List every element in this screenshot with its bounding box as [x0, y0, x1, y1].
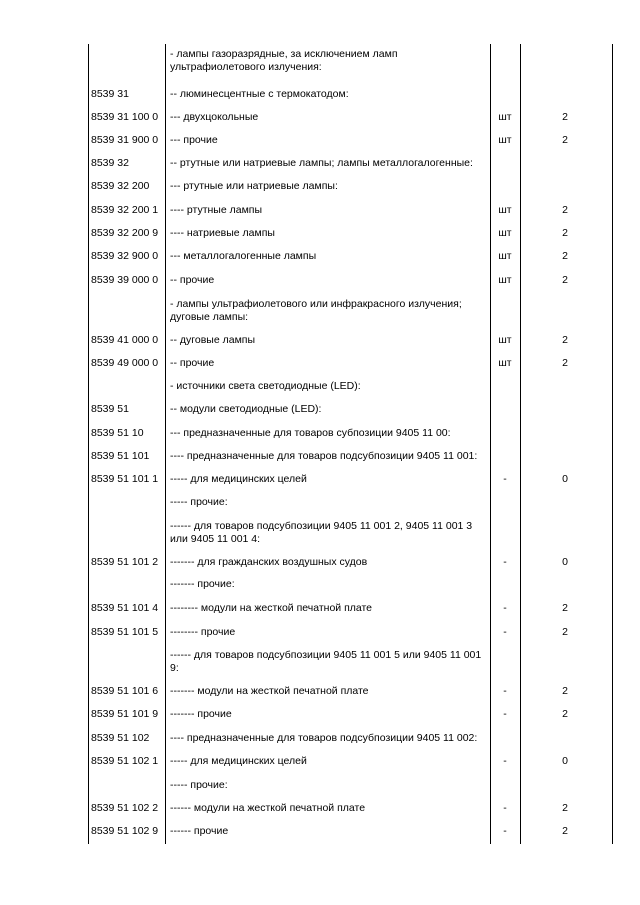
row-description: ----- прочие: [170, 496, 228, 508]
row-description: ---- предназначенные для товаров подсубпозиции 9405 11 001: [170, 450, 478, 462]
table-row [88, 274, 610, 287]
table-row [88, 685, 610, 698]
table-row [88, 602, 610, 615]
row-code: 8539 51 101 1 [91, 473, 159, 485]
row-description: ----- прочие: [170, 779, 228, 791]
row-unit: шт [498, 274, 512, 286]
row-description: -------- модули на жесткой печатной плате [170, 602, 373, 614]
row-description: ---- натриевые лампы [170, 227, 275, 239]
row-description: - лампы газоразрядные, за исключением ламп ультрафиолетового излучения: [170, 48, 398, 73]
row-quantity: 2 [562, 357, 568, 369]
row-unit: - [503, 755, 507, 767]
row-quantity: 2 [562, 111, 568, 123]
row-quantity: 0 [562, 556, 568, 568]
row-description: - источники света светодиодные (LED): [170, 380, 361, 392]
row-unit: - [503, 708, 507, 720]
table-row [88, 134, 610, 147]
table-row [88, 556, 610, 569]
row-code: 8539 31 [91, 88, 129, 100]
table-row [88, 88, 610, 101]
row-description: --- ртутные или натриевые лампы: [170, 180, 338, 192]
row-unit: шт [498, 334, 512, 346]
table-row [88, 496, 610, 509]
row-description: ------ для товаров подсубпозиции 9405 11 001 5 или 9405 11 001 9: [170, 649, 482, 674]
table-row [88, 157, 610, 170]
row-unit: шт [498, 204, 512, 216]
table-row [88, 250, 610, 263]
table-row [88, 825, 610, 838]
table-row [88, 111, 610, 124]
table-row [88, 204, 610, 217]
row-description: - лампы ультрафиолетового или инфракрасного излучения; дуговые лампы: [170, 298, 462, 323]
table-row [88, 298, 610, 324]
row-quantity: 2 [562, 825, 568, 837]
table-row [88, 779, 610, 792]
row-description: --- предназначенные для товаров субпозиции 9405 11 00: [170, 427, 451, 439]
row-code: 8539 32 200 1 [91, 204, 159, 216]
row-code: 8539 51 102 [91, 732, 150, 744]
row-code: 8539 32 900 0 [91, 250, 159, 262]
table-row [88, 578, 610, 591]
row-quantity: 0 [562, 755, 568, 767]
row-code: 8539 39 000 0 [91, 274, 159, 286]
table-row [88, 802, 610, 815]
table-row [88, 227, 610, 240]
table-row [88, 473, 610, 486]
row-description: --- двухцокольные [170, 111, 259, 123]
row-code: 8539 51 101 4 [91, 602, 159, 614]
row-description: ---- предназначенные для товаров подсубпозиции 9405 11 002: [170, 732, 478, 744]
row-code: 8539 49 000 0 [91, 357, 159, 369]
table-row [88, 649, 610, 675]
row-quantity: 2 [562, 227, 568, 239]
row-unit: шт [498, 227, 512, 239]
row-unit: шт [498, 357, 512, 369]
table-row [88, 755, 610, 768]
row-description: -- дуговые лампы [170, 334, 256, 346]
row-code: 8539 51 102 9 [91, 825, 159, 837]
row-quantity: 2 [562, 602, 568, 614]
row-description: -------- прочие [170, 626, 236, 638]
row-description: --- металлогалогенные лампы [170, 250, 317, 262]
row-code: 8539 51 101 [91, 450, 150, 462]
row-unit: шт [498, 111, 512, 123]
row-description: ----- для медицинских целей [170, 755, 307, 767]
row-code: 8539 31 100 0 [91, 111, 159, 123]
table-row [88, 708, 610, 721]
table-row [88, 520, 610, 546]
table-row [88, 48, 610, 74]
row-quantity: 2 [562, 134, 568, 146]
row-unit: шт [498, 134, 512, 146]
row-code: 8539 51 101 2 [91, 556, 159, 568]
row-code: 8539 32 200 9 [91, 227, 159, 239]
table-row [88, 357, 610, 370]
row-description: ------- модули на жесткой печатной плате [170, 685, 369, 697]
row-quantity: 2 [562, 334, 568, 346]
row-description: ------ модули на жесткой печатной плате [170, 802, 366, 814]
row-description: -- модули светодиодные (LED): [170, 403, 322, 415]
row-description: -- ртутные или натриевые лампы; лампы металлогалогенные: [170, 157, 473, 169]
row-description: ----- для медицинских целей [170, 473, 307, 485]
row-quantity: 2 [562, 626, 568, 638]
row-quantity: 2 [562, 274, 568, 286]
table-row [88, 380, 610, 393]
row-unit: - [503, 556, 507, 568]
table-row [88, 180, 610, 193]
row-code: 8539 41 000 0 [91, 334, 159, 346]
row-unit: - [503, 473, 507, 485]
row-description: -- прочие [170, 274, 215, 286]
table-row [88, 403, 610, 416]
row-code: 8539 32 200 [91, 180, 150, 192]
row-unit: - [503, 825, 507, 837]
row-quantity: 2 [562, 250, 568, 262]
row-quantity: 2 [562, 204, 568, 216]
row-code: 8539 51 102 2 [91, 802, 159, 814]
table-row [88, 334, 610, 347]
row-description: -- люминесцентные с термокатодом: [170, 88, 349, 100]
row-unit: - [503, 626, 507, 638]
row-quantity: 2 [562, 685, 568, 697]
row-code: 8539 51 101 6 [91, 685, 159, 697]
row-description: ------ прочие [170, 825, 229, 837]
row-unit: - [503, 802, 507, 814]
row-code: 8539 51 [91, 403, 129, 415]
row-description: -- прочие [170, 357, 215, 369]
row-code: 8539 51 101 9 [91, 708, 159, 720]
row-description: ---- ртутные лампы [170, 204, 263, 216]
row-unit: - [503, 602, 507, 614]
row-quantity: 2 [562, 802, 568, 814]
table-row [88, 427, 610, 440]
row-code: 8539 51 101 5 [91, 626, 159, 638]
table-row [88, 732, 610, 745]
row-code: 8539 51 102 1 [91, 755, 159, 767]
table-border-right [612, 44, 613, 844]
row-code: 8539 31 900 0 [91, 134, 159, 146]
row-code: 8539 32 [91, 157, 129, 169]
table-row [88, 450, 610, 463]
row-unit: шт [498, 250, 512, 262]
row-description: ------- прочие: [170, 578, 235, 590]
row-code: 8539 51 10 [91, 427, 144, 439]
row-description: --- прочие [170, 134, 218, 146]
row-description: ------ для товаров подсубпозиции 9405 11 001 2, 9405 11 001 3 или 9405 11 001 4: [170, 520, 473, 545]
row-quantity: 2 [562, 708, 568, 720]
row-quantity: 0 [562, 473, 568, 485]
row-description: ------- прочие [170, 708, 232, 720]
row-description: ------- для гражданских воздушных судов [170, 556, 368, 568]
table-row [88, 626, 610, 639]
row-unit: - [503, 685, 507, 697]
